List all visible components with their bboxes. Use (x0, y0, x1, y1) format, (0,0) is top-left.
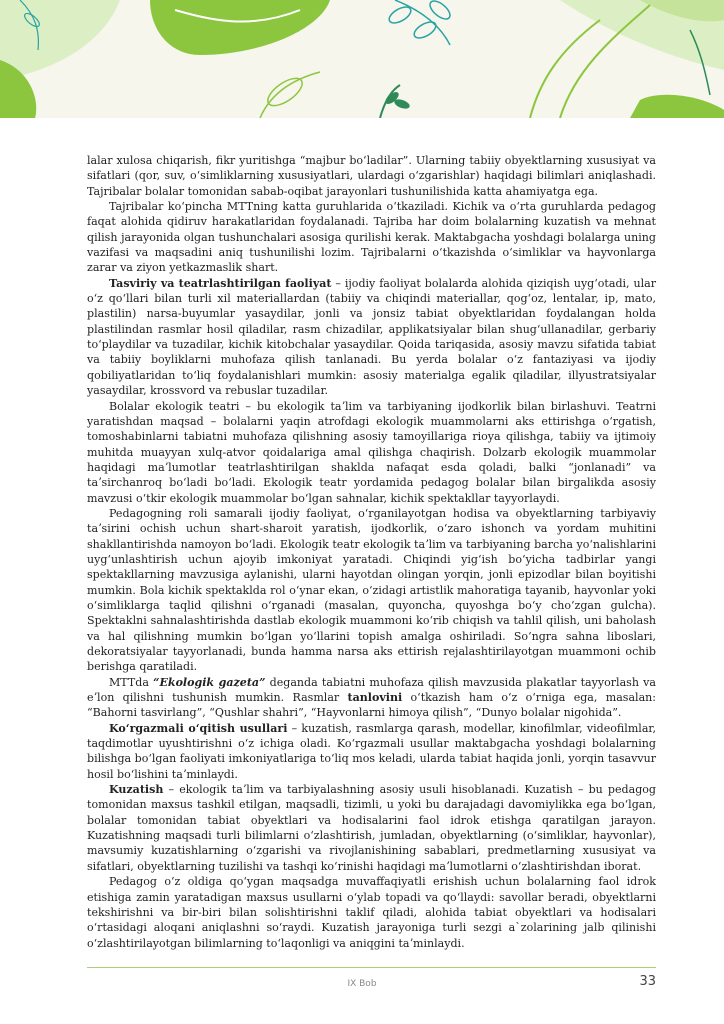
paragraph (87, 199, 656, 276)
text-run: Tajribalar koʻpincha MTTning katta guruhlarida oʻtkaziladi. Kichik va oʻrta guruhlarda pedagog faqat alohida qidiruv harakatlaridan foydalanadi. Tajriba har doim bolalarning kuzatish va mehnat qilish jarayonida olgan tushunchalari asosiga qurilishi kerak. Maktabgacha yoshdagi bolalarga uning vazifasi va maqsadini aniq tushunilishi lozim. Tajribalarni oʻtkazishda oʻsimliklar va hayvonlarga zarar va ziyon yetkazmaslik shart. (87, 200, 656, 275)
paragraph (87, 782, 656, 874)
paragraph (87, 675, 656, 721)
paragraph (87, 276, 656, 399)
paragraph (87, 399, 656, 506)
emphasis-term: Tasviriy va teatrlashtirilgan faoliyat (109, 276, 332, 290)
body-text (87, 153, 656, 951)
page-number: 33 (639, 974, 656, 989)
text-run: Pedagog oʻz oldiga qoʻygan maqsadga muvaffaqiyatli erishish uchun bolalarning faol idrok etishiga zamin yaratadigan maxsus usullarni oʻylab topadi va qoʻllaydi: savollar beradi, obyektlarni tekshirishni va bir-biri bilan solishtirishni taklif qiladi, alohida tabiat obyektlari va hodisalari oʻrtasidagi aloqani aniqlashni soʻraydi. Kuzatish jarayoniga turli sezgi a`zolarining jalb qilinishi oʻzlashtirilayotgan bilimlarning toʻlaqonligi va aniqgini taʼminlaydi. (87, 875, 656, 950)
text-run: lalar xulosa chiqarish, fikr yuritishga “majbur boʻladilar”. Ularning tabiiy obyektlarning xususiyat va sifatlari (qor, suv, oʻsimliklarning xususiyatlari, ulardagi oʻzgarishlar) haqidagi bilimlari aniqlashadi. Tajribalar bolalar tomonidan sabab-oqibat jarayonlari tushunilishida katta ahamiyatga ega. (87, 154, 656, 198)
emphasis-term: Kuzatish (109, 783, 164, 797)
emphasis-term: tanlovini (347, 691, 403, 705)
text-run: oʻtkazish ham oʻz oʻrniga ega, masalan: “Bahorni tasvirlang”, “Qushlar shahri”, “Hayvonlarni himoya qilish”, “Dunyo bolalar nigohida”. (87, 691, 656, 720)
emphasis-term: “Ekologik gazeta” (153, 675, 266, 689)
text-run: deganda tabiatni muhofaza qilish mavzusida plakatlar tayyorlash va eʼlon qilishni tushunish mumkin. Rasmlar (87, 675, 656, 705)
text-run: – ekologik taʼlim va tarbiyalashning asosiy usuli hisoblanadi. Kuzatish – bu pedagog tomonidan maxsus tashkil etilgan, maqsadli, tizimli, u yoki bu darajadagi davomiylikka ega boʻlgan, bolalar tomonidan tabiat obyektlari va hodisalarini faol idrok etishga qaratilgan jarayon. Kuzatishning maqsadi turli bilimlarni oʻzlashtirish, jumladan, obyektlarning (oʻsimliklar, hayvonlar), mavsumiy kuzatishlarning oʻzgarishi va rivojlanishining sabablari, predmetlarning xususiyat va sifatlari, obyektlarning tuzilishi va tashqi koʻrinishi haqidagi maʼlumotlarni oʻzlashtirishdan iborat. (87, 783, 656, 873)
text-run: – ijodiy faoliyat bolalarda alohida qiziqish uygʻotadi, ular oʻz qoʻllari bilan turli xil materiallardan (tabiiy va chiqindi materiallar, qogʻoz, lentalar, ip, mato, plastilin) narsa-buyumlar yasaydilar, jonli va jonsiz tabiat obyektlaridan foydalangan holda plastilindan rasmlar hosil qiladilar, rasm chizadilar, applikatsiyalar bilan shugʻullanadilar, gerbariy toʻplaydilar va tuzadilar, kichik kitobchalar yasaydilar. Qoida tariqasida, asosiy mavzu sifatida tabiat va tabiiy boyliklarni muhofaza qilish tanlanadi. Bu yerda bolalar oʻz fantaziyasi va ijodiy qobiliyatlaridan toʻliq foydalanishlari mumkin: asosiy materialga egalik qiladilar, illyustratsiyalar yasaydilar, krossvord va rebuslar tuzadilar. (87, 276, 656, 398)
text-run: Pedagogning roli samarali ijodiy faoliyat, oʻrganilayotgan hodisa va obyektlarning tarbiyaviy taʼsirini ochish uchun shart-sharoit yaratish, ijodkorlik, oʻzaro ishonch va yordam muhitini shakllantirishda namoyon boʻladi. Ekologik teatr ekologik taʼlim va tarbiyaning barcha yoʻnalishlarini uygʻunlashtirish uchun ajoyib imkoniyat yaratadi. Chiqindi yigʻish boʻyicha tadbirlar yangi spektakllarning mavzusiga aylanishi, ularni hayotdan olingan yorqin, jonli epizodlar bilan boyitishi mumkin. Bola kichik spektaklda rol oʻynar ekan, oʻzidagi artistlik mahoratiga tayanib, hayvonlar yoki oʻsimliklarga taqlid qilishni oʻrganadi (masalan, quyoncha, quyoshga boʻy choʻzgan gulcha). Spektaklni sahnalashtirishda dastlab ekologik muammoni koʻrib chiqish va tahlil qilish, uni baholash va hal qilishning mumkin boʻlgan yoʻllarini topish amalga oshiriladi. Soʻngra sahna liboslari, dekoratsiyalar tayyorlanadi, bunda hamma narsa aks ettirish rejalashtirilayotgan muammoni ochib berishga qaratiladi. (87, 506, 656, 674)
text-run: Bolalar ekologik teatri – bu ekologik taʼlim va tarbiyaning ijodkorlik bilan birlashuvi. Teatrni yaratishdan maqsad – bolalarni yaqin atrofdagi ekologik muammolarni aks ettirishga oʻrgatish, tomoshabinlarni tabiatni muhofaza qilishning asosiy tamoyillariga rioya qilishga, tabiiy va ijtimoiy muhitda muayyan xulq-atvor qoidalariga amal qilishga chaqirish. Dolzarb ekologik muammolar haqidagi maʼlumotlar teatrlashtirilgan shaklda nafaqat esda qoladi, balki “jonlanadi” va taʼsirchanroq boʻladi boʻladi. Ekologik teatr yordamida pedagog bolalar bilan birgalikda asosiy mavzusi oʻtkir ekologik muammolar boʻlgan sahnalar, kichik spektakllar tayyorlaydi. (87, 399, 656, 505)
chapter-label: IX Bob (347, 979, 377, 989)
text-run: – kuzatish, rasmlarga qarash, modellar, kinofilmlar, videofilmlar, taqdimotlar uyushtirishni oʻz ichiga oladi. Koʻrgazmali usullar maktabgacha yoshdagi bolalarning bilishga boʻlgan faoliyati imkoniyatlariga toʻliq mos keladi, ularda tabiat haqida jonli, yorqin tasavvur hosil boʻlishini taʼminlaydi. (87, 721, 656, 781)
text-run: MTTda (109, 675, 154, 689)
paragraph (87, 153, 656, 199)
footer-divider (87, 967, 656, 968)
emphasis-term: Koʻrgazmali oʻqitish usullari (109, 721, 288, 735)
paragraph (87, 874, 656, 951)
paragraph (87, 506, 656, 675)
decorative-leaf-banner (0, 0, 724, 118)
paragraph (87, 721, 656, 782)
leaf-illustration (0, 0, 724, 118)
